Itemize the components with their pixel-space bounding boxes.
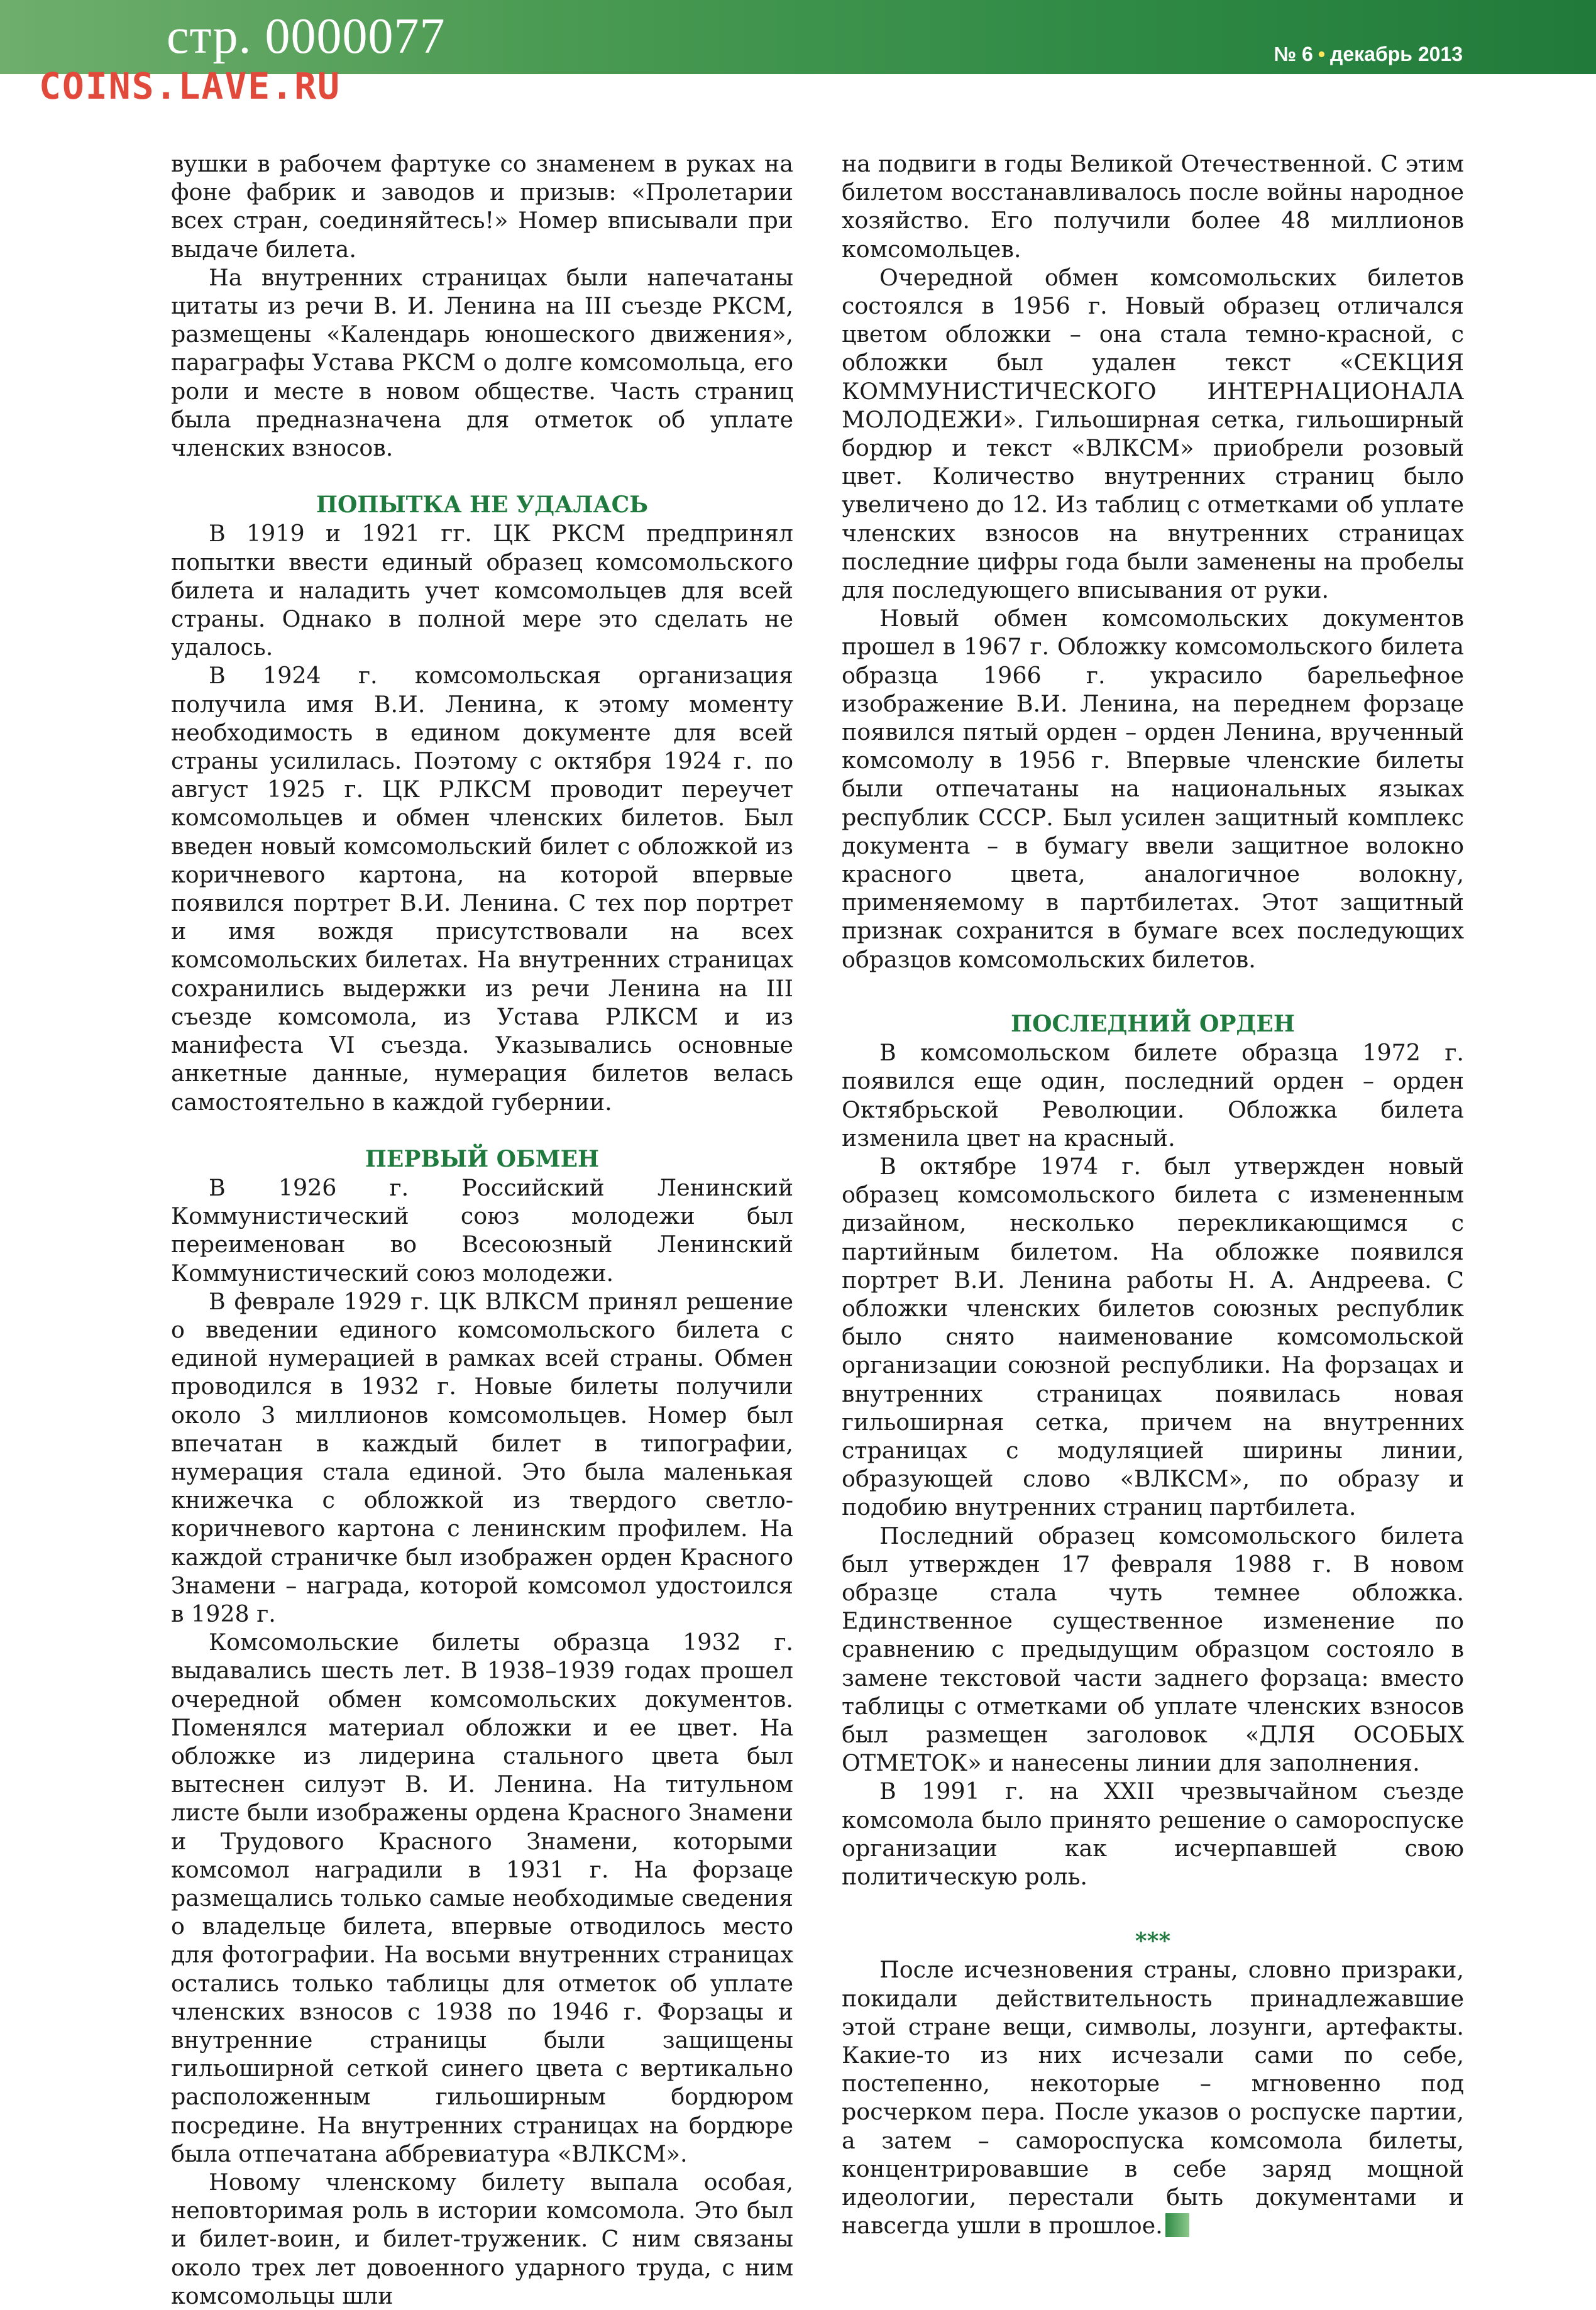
- end-mark-icon: [1165, 2213, 1189, 2237]
- section-heading: ПОСЛЕДНИЙ ОРДЕН: [1011, 1010, 1295, 1037]
- paragraph: На внутренних страницах были напечатаны цитаты из речи В. И. Ленина на III съезде РКСМ, размещены «Календарь юношеского движения», параграфы Устава РКСМ о долге комсомольца, его роли и месте в новом обществе. Часть страниц была предназначена для отметок об уплате членских взносов.: [171, 263, 793, 462]
- section-separator: ***: [1135, 1928, 1171, 1955]
- paragraph: Новый обмен комсомольских документов прошел в 1967 г. Обложку комсомольского билета образца 1966 г. украсило барельефное изображение В.И. Ленина, на переднем форзаце появился пятый орден – орден Ленина, врученный комсомолу в 1956 г. Впервые членские билеты были отпечатаны на национальных языках республик СССР. Был усилен защитный комплекс документа – в бумагу ввели защитное волокно красного цвета, аналогичное волокну, применяемому в партбилетах. Этот защитный признак сохранится в бумаге всех последующих образцов комсомольских билетов.: [842, 605, 1464, 973]
- paragraph: В октябре 1974 г. был утвержден новый образец комсомольского билета с измененным дизайном, несколько перекликающимся с партийным билетом. На обложке появился портрет В.И. Ленина работы Н. А. Андреева. С обложки членских билетов союзных республик было снято наименование комсомольской организации союзной республики. На форзацах и внутренних страницах появилась новая гильоширная сетка, причем на внутренних страницах с модуляцией ширины линии, образующей слово «ВЛКСМ», по образу и подобию внутренних страниц партбилета.: [842, 1152, 1464, 1521]
- separator-dot: •: [1318, 43, 1326, 65]
- paragraph: В 1924 г. комсомольская организация получила имя В.И. Ленина, к этому моменту необходимость в едином документе для всей страны усилилась. Поэтому с октября 1924 г. по август 1925 г. ЦК РЛКСМ проводит переучет комсомольцев и обмен членских билетов. Был введен новый комсомольский билет с обложкой из коричневого картона, на которой впервые появился портрет В.И. Ленина. С тех пор портрет и имя вождя присутствовали на всех комсомольских билетах. На внутренних страницах сохранились выдержки из речи Ленина на III съезде комсомола, из Устава РЛКСМ и из манифеста VI съезда. Указывались основные анкетные данные, нумерация билетов велась самостоятельно в каждой губернии.: [171, 662, 793, 1116]
- paragraph: Последний образец комсомольского билета был утвержден 17 февраля 1988 г. В новом образце стала чуть темнее обложка. Единственное существенное изменение по сравнению с предыдущим образцом состояло в замене текстовой части заднего форзаца: вместо таблицы с отметками об уплате членских взносов был размещен заголовок «ДЛЯ ОСОБЫХ ОТМЕТОК» и нанесены линии для заполнения.: [842, 1522, 1464, 1777]
- paragraph: [842, 1955, 1464, 2240]
- issue-info: [1274, 44, 1463, 64]
- watermark: COINS.LAVE.RU: [39, 65, 341, 107]
- paragraph: Новому членскому билету выпала особая, неповторимая роль в истории комсомола. Это был и билет-воин, и билет-труженик. С ним связаны около трех лет довоенного ударного труда, с ним комсомольцы шли: [171, 2169, 793, 2309]
- paragraph: на подвиги в годы Великой Отечественной. С этим билетом восстанавливалось после войны народное хозяйство. Его получили более 48 миллионов комсомольцев.: [842, 150, 1464, 263]
- right-column: [842, 150, 1464, 2240]
- issue-number: № 6: [1274, 43, 1313, 65]
- section-heading: ПЕРВЫЙ ОБМЕН: [365, 1145, 600, 1172]
- issue-date: декабрь 2013: [1330, 43, 1463, 65]
- paragraph: Очередной обмен комсомольских билетов состоялся в 1956 г. Новый образец отличался цветом обложки – она стала темно-красной, с обложки был удален текст «СЕКЦИЯ КОММУНИСТИЧЕСКОГО ИНТЕРНАЦИОНАЛА МОЛОДЕЖИ». Гильоширная сетка, гильоширный бордюр и текст «ВЛКСМ» приобрели розовый цвет. Количество внутренних страниц было увеличено до 12. Из таблиц с отметками об уплате членских взносов на внутренних страницах последние цифры года были заменены на пробелы для последующего вписывания от руки.: [842, 263, 1464, 604]
- final-paragraph-text: После исчезновения страны, словно призраки, покидали действительность принадлежавшие этой стране вещи, символы, лозунги, артефакты. Какие-то из них исчезали сами по себе, постепенно, некоторые – мгновенно под росчерком пера. После указов о роспуске партии, а затем – самороспуска комсомола билеты, концентрировавшие в себе заряд мощной идеологии, перестали быть документами и навсегда ушли в прошлое.: [842, 1956, 1464, 2240]
- paragraph: В 1926 г. Российский Ленинский Коммунистический союз молодежи был переименован во Всесоюзный Ленинский Коммунистический союз молодежи.: [171, 1174, 793, 1287]
- paragraph: В 1991 г. на XXII чрезвычайном съезде комсомола было принято решение о самороспуске организации как исчерпавшей свою политическую роль.: [842, 1778, 1464, 1890]
- paragraph: В феврале 1929 г. ЦК ВЛКСМ принял решение о введении единого комсомольского билета с единой нумерацией в рамках всей страны. Обмен проводился в 1932 г. Новые билеты получили около 3 миллионов комсомольцев. Номер был впечатан в каждый билет в типографии, нумерация стала единой. Это была маленькая книжечка с обложкой из твердого светло-коричневого картона с ленинским профилем. На каждой страничке был изображен орден Красного Знамени – награда, которой комсомол удостоился в 1928 г.: [171, 1287, 793, 1627]
- paragraph: В комсомольском билете образца 1972 г. появился еще один, последний орден – орден Октябрьской Революции. Обложка билета изменила цвет на красный.: [842, 1039, 1464, 1152]
- section-heading: ПОПЫТКА НЕ УДАЛАСЬ: [316, 492, 649, 519]
- paragraph: вушки в рабочем фартуке со знаменем в руках на фоне фабрик и заводов и призыв: «Пролетарии всех стран, соединяйтесь!» Номер вписывали при выдаче билета.: [171, 150, 793, 263]
- paragraph: В 1919 и 1921 гг. ЦК РКСМ предпринял попытки ввести единый образец комсомольского билета и наладить учет комсомольцев для всей страны. Однако в полной мере это сделать не удалось.: [171, 520, 793, 661]
- left-column: [171, 150, 793, 2310]
- paragraph: Комсомольские билеты образца 1932 г. выдавались шесть лет. В 1938–1939 годах прошел очередной обмен комсомольских документов. Поменялся материал обложки и ее цвет. На обложке из лидерина стального цвета был вытеснен силуэт В. И. Ленина. На титульном листе были изображены ордена Красного Знамени и Трудового Красного Знамени, которыми комсомол наградили в 1931 г. На форзаце размещались только самые необходимые сведения о владельце билета, впервые отводилось место для фотографии. На восьми внутренних страницах остались только таблицы для отметок об уплате членских взносов с 1938 по 1946 г. Форзацы и внутренние страницы были защищены гильоширной сеткой синего цвета с вертикально расположенным гильоширным бордюром посредине. На внутренних страницах на бордюре была отпечатана аббревиатура «ВЛКСМ».: [171, 1629, 793, 2167]
- page-number: стр. 0000077: [167, 9, 446, 64]
